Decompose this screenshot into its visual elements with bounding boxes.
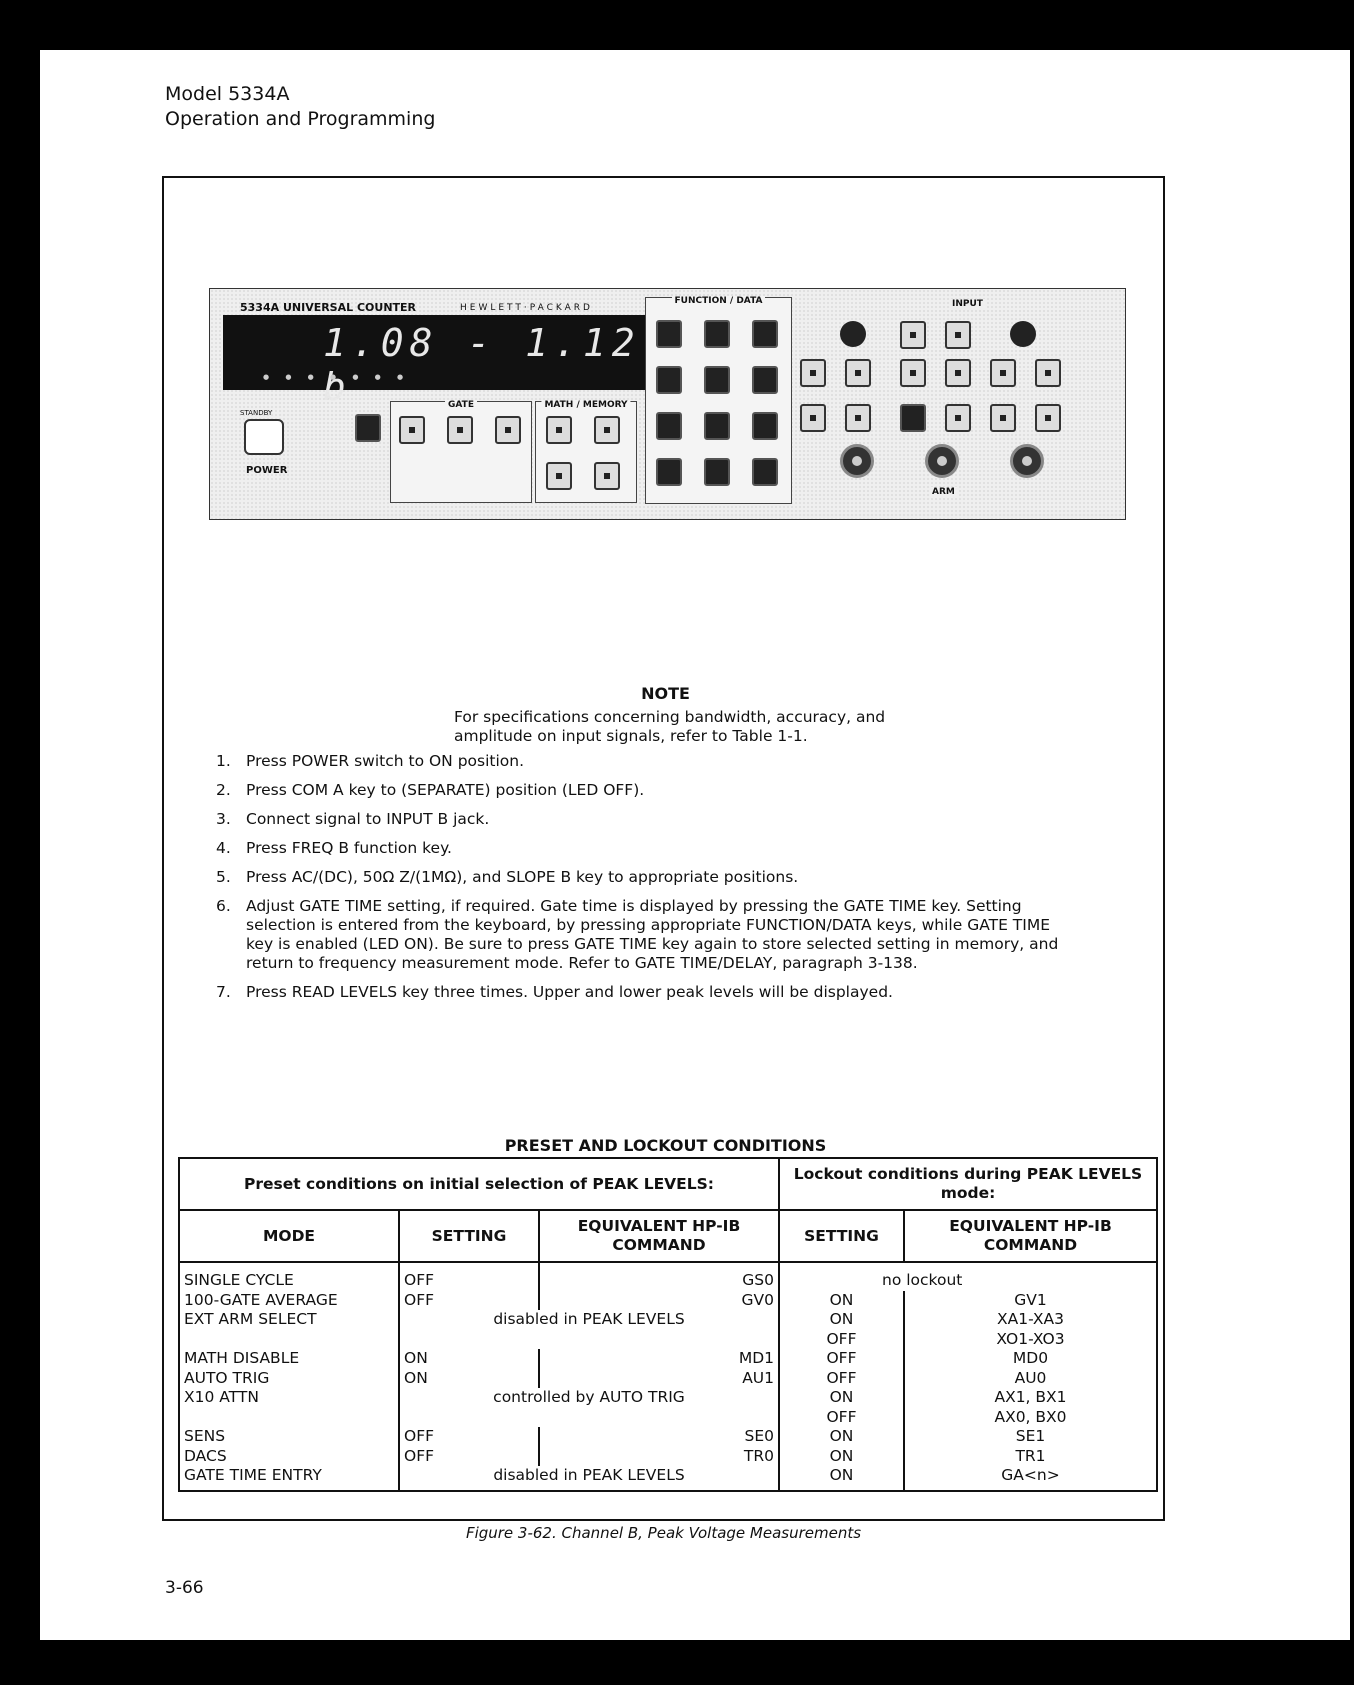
cell-setting: OFF xyxy=(399,1447,539,1467)
cell-lockout-command: AX0, BX0 xyxy=(904,1408,1157,1428)
cell-lockout-command: AX1, BX1 xyxy=(904,1388,1157,1408)
page-header xyxy=(165,82,435,132)
function-key xyxy=(656,458,682,486)
cell-lockout-command: GA<n> xyxy=(904,1466,1157,1491)
gate-group-label: GATE xyxy=(445,400,477,410)
table-row xyxy=(179,1291,1157,1311)
table-row xyxy=(179,1369,1157,1389)
table-row xyxy=(179,1388,1157,1408)
math-key xyxy=(594,462,620,490)
step-number: 1. xyxy=(216,752,231,770)
preset-group-header: Preset conditions on initial selection of PEAK LEVELS: xyxy=(179,1158,779,1210)
math-memory-group xyxy=(535,401,637,503)
function-key xyxy=(704,320,730,348)
function-key xyxy=(704,366,730,394)
input-key xyxy=(900,321,926,349)
step-number: 2. xyxy=(216,781,231,799)
cell-command: MD1 xyxy=(539,1349,779,1369)
step-number: 7. xyxy=(216,983,231,1001)
cell-span: disabled in PEAK LEVELS xyxy=(399,1310,779,1330)
step-number: 5. xyxy=(216,868,231,886)
table-title: PRESET AND LOCKOUT CONDITIONS xyxy=(504,1136,827,1155)
function-key xyxy=(656,412,682,440)
step-text: Connect signal to INPUT B jack. xyxy=(246,810,490,828)
col-equivalent: EQUIVALENT HP-IB COMMAND xyxy=(539,1210,779,1262)
header-section: Operation and Programming xyxy=(165,108,436,130)
cell-empty xyxy=(399,1330,779,1350)
step-number: 4. xyxy=(216,839,231,857)
function-key xyxy=(752,366,778,394)
function-key xyxy=(752,458,778,486)
cell-setting: OFF xyxy=(399,1291,539,1311)
list-item xyxy=(216,839,1076,858)
cell-mode: DACS xyxy=(179,1447,399,1467)
cell-lockout-command: SE1 xyxy=(904,1427,1157,1447)
cell-lockout-setting: ON xyxy=(779,1310,904,1330)
step-text: Press AC/(DC), 50Ω Z/(1MΩ), and SLOPE B key to appropriate positions. xyxy=(246,868,799,886)
step-text: Press COM A key to (SEPARATE) position (LED OFF). xyxy=(246,781,645,799)
input-key xyxy=(800,404,826,432)
instrument-model-label: 5334A UNIVERSAL COUNTER xyxy=(240,301,417,314)
cell-mode: X10 ATTN xyxy=(179,1388,399,1408)
cell-lockout: no lockout xyxy=(904,1262,1157,1291)
figure-caption: Figure 3-62. Channel B, Peak Voltage Measurements xyxy=(465,1524,862,1542)
cell-mode: SINGLE CYCLE xyxy=(179,1262,399,1291)
cell-span: disabled in PEAK LEVELS xyxy=(399,1466,779,1491)
display-annunciators: ● ● ● ● ● ● ● xyxy=(263,373,404,381)
figure-frame xyxy=(162,176,1165,1521)
gate-group xyxy=(390,401,532,503)
cell-lockout-command: AU0 xyxy=(904,1369,1157,1389)
note-text: For specifications concerning bandwidth, accuracy, and amplitude on input signals, refer to Table 1-1. xyxy=(454,708,886,745)
step-text: Press READ LEVELS key three times. Upper and lower peak levels will be displayed. xyxy=(246,983,893,1001)
col-mode: MODE xyxy=(179,1210,399,1262)
note-title: NOTE xyxy=(641,684,690,703)
input-key xyxy=(945,404,971,432)
list-item xyxy=(216,983,1076,1002)
math-group-label: MATH / MEMORY xyxy=(541,400,630,410)
step-text: Press FREQ B function key. xyxy=(246,839,452,857)
function-key xyxy=(704,412,730,440)
cell-command: SE0 xyxy=(539,1427,779,1447)
page-number: 3-66 xyxy=(165,1578,204,1598)
table-row xyxy=(179,1262,1157,1291)
input-key xyxy=(1035,404,1061,432)
input-key xyxy=(845,404,871,432)
table-row xyxy=(179,1310,1157,1330)
cell-mode: 100-GATE AVERAGE xyxy=(179,1291,399,1311)
cell-lockout-command: TR1 xyxy=(904,1447,1157,1467)
cell-lockout-setting: ON xyxy=(779,1427,904,1447)
cell-lockout-setting: ON xyxy=(779,1388,904,1408)
list-item xyxy=(216,781,1076,800)
level-knob-b xyxy=(1010,321,1036,347)
cell-mode: AUTO TRIG xyxy=(179,1369,399,1389)
math-key xyxy=(594,416,620,444)
step-number: 6. xyxy=(216,897,231,915)
col-lockout-setting: SETTING xyxy=(779,1210,904,1262)
cell-lockout-setting: OFF xyxy=(779,1369,904,1389)
function-key xyxy=(752,320,778,348)
preset-lockout-table xyxy=(178,1157,1158,1492)
reset-local-key xyxy=(355,414,381,442)
function-group-label: FUNCTION / DATA xyxy=(672,296,766,306)
manual-page xyxy=(40,50,1350,1640)
function-key xyxy=(656,366,682,394)
table-row xyxy=(179,1408,1157,1428)
gate-key xyxy=(399,416,425,444)
step-number: 3. xyxy=(216,810,231,828)
cell-lockout-setting: OFF xyxy=(779,1408,904,1428)
input-key xyxy=(900,359,926,387)
cell-empty xyxy=(179,1330,399,1350)
cell-lockout-command: XO1-XO3 xyxy=(904,1330,1157,1350)
cell-command: TR0 xyxy=(539,1447,779,1467)
cell-lockout-setting: OFF xyxy=(779,1330,904,1350)
cell-lockout-setting: ON xyxy=(779,1466,904,1491)
instrument-panel-image xyxy=(209,288,1126,520)
arm-label: ARM xyxy=(932,487,955,497)
function-key xyxy=(704,458,730,486)
cell-command: AU1 xyxy=(539,1369,779,1389)
instrument-brand: HEWLETT·PACKARD xyxy=(460,303,593,313)
function-key xyxy=(656,320,682,348)
cell-lockout-setting: ON xyxy=(779,1291,904,1311)
col-setting: SETTING xyxy=(399,1210,539,1262)
cell-mode: MATH DISABLE xyxy=(179,1349,399,1369)
input-section-label: INPUT xyxy=(952,299,983,309)
cell-command: GV0 xyxy=(539,1291,779,1311)
cell-setting: ON xyxy=(399,1349,539,1369)
input-key xyxy=(945,359,971,387)
cell-lockout-setting: ON xyxy=(779,1447,904,1467)
input-key xyxy=(900,404,926,432)
cell-lockout-setting: OFF xyxy=(779,1349,904,1369)
standby-label: STANDBY xyxy=(240,409,273,417)
step-text: Press POWER switch to ON position. xyxy=(246,752,525,770)
cell-setting: OFF xyxy=(399,1262,539,1291)
input-key xyxy=(845,359,871,387)
math-key xyxy=(546,416,572,444)
table-row xyxy=(179,1427,1157,1447)
math-key xyxy=(546,462,572,490)
function-data-group xyxy=(645,297,792,504)
input-key xyxy=(990,359,1016,387)
cell-setting: ON xyxy=(399,1369,539,1389)
input-b-jack xyxy=(1010,444,1044,478)
power-label: POWER xyxy=(246,465,288,476)
cell-lockout-command: XA1-XA3 xyxy=(904,1310,1157,1330)
cell-empty xyxy=(399,1408,779,1428)
cell-lockout-command: GV1 xyxy=(904,1291,1157,1311)
cell-mode: EXT ARM SELECT xyxy=(179,1310,399,1330)
cell-mode: SENS xyxy=(179,1427,399,1447)
display-readout: 1.08 - 1.12 b xyxy=(323,321,641,409)
cell-mode: GATE TIME ENTRY xyxy=(179,1466,399,1491)
power-switch xyxy=(244,419,284,455)
input-a-jack xyxy=(840,444,874,478)
step-text: Adjust GATE TIME setting, if required. Gate time is displayed by pressing the GATE TIME key. Setting selection is entered from the keyboard, by pressing appropriate FUNCTION/DATA keys, while GATE TIME key is enabled (LED ON). Be sure to press GATE TIME key again to store selected setting in memory, and return to frequency measurement mode. Refer to GATE TIME/DELAY, paragraph 3-138. xyxy=(246,897,1059,972)
input-key xyxy=(800,359,826,387)
table-row xyxy=(179,1349,1157,1369)
cell-setting: OFF xyxy=(399,1427,539,1447)
gate-key xyxy=(495,416,521,444)
cell-lockout-command: MD0 xyxy=(904,1349,1157,1369)
procedure-steps xyxy=(216,752,1076,1012)
col-lockout-equivalent: EQUIVALENT HP-IB COMMAND xyxy=(904,1210,1157,1262)
function-key xyxy=(752,412,778,440)
input-key xyxy=(1035,359,1061,387)
list-item xyxy=(216,752,1076,771)
list-item xyxy=(216,868,1076,887)
list-item xyxy=(216,810,1076,829)
table-row xyxy=(179,1466,1157,1491)
table-row xyxy=(179,1330,1157,1350)
table-row xyxy=(179,1447,1157,1467)
input-key xyxy=(945,321,971,349)
input-key xyxy=(990,404,1016,432)
cell-span: controlled by AUTO TRIG xyxy=(399,1388,779,1408)
cell-empty xyxy=(179,1408,399,1428)
header-model: Model 5334A xyxy=(165,83,290,105)
list-item xyxy=(216,897,1076,973)
lockout-group-header: Lockout conditions during PEAK LEVELS mode: xyxy=(779,1158,1157,1210)
cell-command: GS0 xyxy=(539,1262,779,1291)
gate-key xyxy=(447,416,473,444)
level-knob-a xyxy=(840,321,866,347)
arm-jack xyxy=(925,444,959,478)
